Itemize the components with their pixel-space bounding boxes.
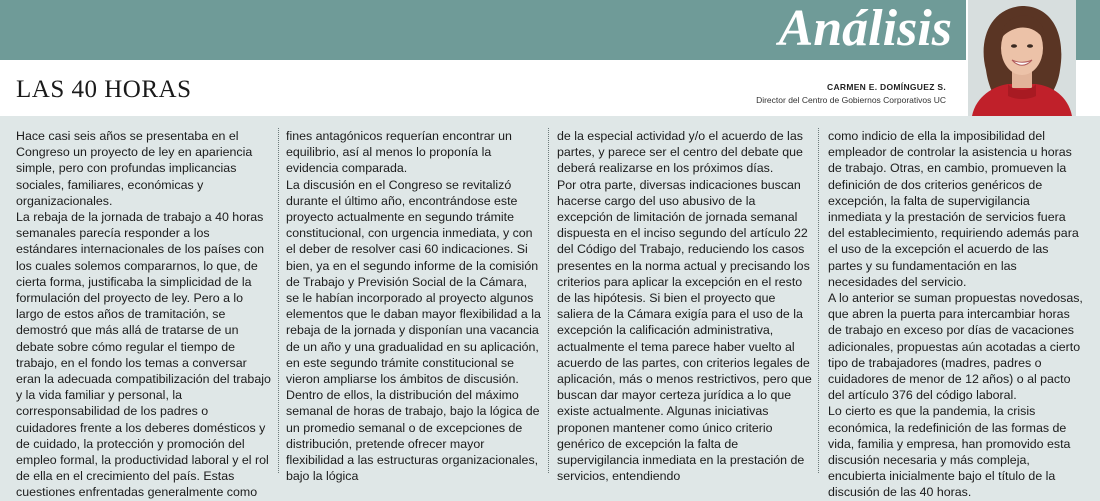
- section-title: Análisis: [778, 0, 952, 57]
- paragraph: Hace casi seis años se presentaba en el Congreso un proyecto de ley en apariencia simple, pero con profundas implicancias sociales, familiares, económicas y organizacionales.: [16, 129, 253, 208]
- author-portrait-icon: [968, 0, 1076, 116]
- author-name: CARMEN E. DOMÍNGUEZ S.: [827, 82, 946, 92]
- byline: [756, 82, 946, 105]
- paragraph: Por otra parte, diversas indicaciones buscan hacerse cargo del uso abusivo de la excepción de limitación de jornada semanal dispuesta en el inciso segundo del artículo 22 del Código del Trabajo, reduciendo los casos presentes en la norma actual y precisando los criterios para aplicar la excepción en el resto de las hipótesis. Si bien el proyecto que saliera de la Cámara exigía para el uso de la excepción la calificación administrativa, actualmente el tema parece haber vuelto al acuerdo de las partes, con criterios legales de aplicación, más o menos restrictivos, pero que buscan dar mayor certeza jurídica a lo que existe actualmente. Algunas iniciativas proponen mantener como único criterio genérico de excepción la falta de supervigilancia inmediata en la prestación de servicios, entendiendo: [557, 177, 812, 484]
- paragraph: de la especial actividad y/o el acuerdo de las partes, y parece ser el centro del debate que deberá realizarse en los próximos días.: [557, 129, 803, 176]
- paragraph: fines antagónicos requerían encontrar un equilibrio, así al menos lo proponía la evidencia comparada.: [286, 129, 512, 176]
- article-column-2: [286, 128, 541, 484]
- column-divider: [818, 128, 819, 473]
- author-photo: [966, 0, 1074, 116]
- paragraph: La discusión en el Congreso se revitalizó durante el último año, encontrándose este proyecto actualmente en segundo trámite constitucional, con urgencia inmediata, y con el deber de resolver casi 60 indicaciones. Si bien, ya en el segundo informe de la comisión de Trabajo y Previsión Social de la Cámara, se le habían incorporado al proyecto algunos elementos que le daban mayor flexibilidad a la rebaja de la jornada y disponían una vacancia de un año y una gradualidad en su aplicación, en este segundo trámite constitucional se vieron ampliarse los ámbitos de discusión.: [286, 177, 541, 387]
- article-column-4: [828, 128, 1083, 501]
- article-column-1: [16, 128, 271, 501]
- paragraph: como indicio de ella la imposibilidad del empleador de controlar la asistencia u horas de trabajo. Otras, en cambio, promueven la definición de dos criterios genéricos de excepción, la falta de supervigilancia inmediata y la prestación de servicios fuera del establecimiento, requiriendo además para el uso de la excepción el acuerdo de las partes y su fundamentación en las necesidades del servicio.: [828, 129, 1079, 289]
- article-column-3: [557, 128, 812, 484]
- article-headline: LAS 40 HORAS: [16, 76, 192, 103]
- paragraph: La rebaja de la jornada de trabajo a 40 horas semanales parecía responder a los estándares internacionales de los países con los cuales solemos compararnos, lo que, de cierta forma, justificaba la simplicidad de la formulación del proyecto de ley. Pero a lo largo de estos años de tramitación, se demostró que más allá de tratarse de un debate sobre cómo regular el tiempo de trabajo, en el fondo los temas a conversar eran la adecuada compatibilización del trabajo y la vida familiar y personal, la corresponsabilidad de los padres o cuidadores frente a los deberes domésticos y de cuidado, la protección y promoción del empleo formal, la productividad laboral y el rol de ella en el crecimiento del país. Estas cuestiones enfrentadas generalmente como: [16, 210, 271, 500]
- paragraph: A lo anterior se suman propuestas novedosas, que abren la puerta para intercambiar horas de trabajo en exceso por días de vacaciones adicionales, propuestas aún acotadas a cierto tipo de trabajadores (madres, padres o cuidadores de menor de 12 años) o al pacto del artículo 376 del código laboral.: [828, 291, 1083, 403]
- paragraph: Dentro de ellos, la distribución del máximo semanal de horas de trabajo, bajo la lógica de un promedio semanal o de excepciones de distribución, pretende ofrecer mayor flexibilidad a las estructuras organizacionales, bajo la lógica: [286, 388, 540, 484]
- column-divider: [548, 128, 549, 473]
- author-role: Director del Centro de Gobiernos Corporativos UC: [756, 95, 946, 105]
- column-divider: [278, 128, 279, 473]
- paragraph: Lo cierto es que la pandemia, la crisis económica, la redefinición de las formas de vida, familia y empresa, han promovido esta discusión necesaria y más compleja, encubierta inicialmente bajo el título de la discusión de las 40 horas.: [828, 404, 1071, 500]
